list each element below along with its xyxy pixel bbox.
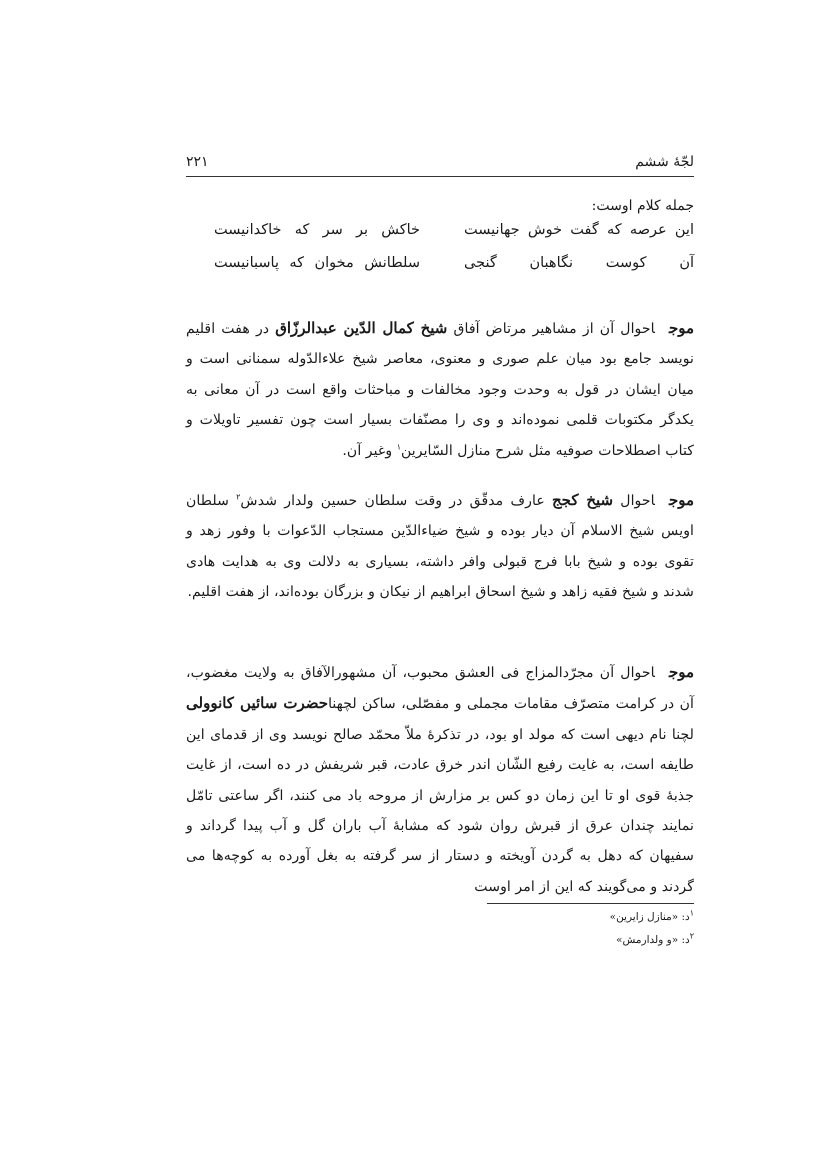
mawj-marker: موج bbox=[668, 491, 694, 509]
paragraph-text: در هفت اقلیم نویسد جامع بود میان علم صوری و معنوی، معاصر شیخ علاءالدّوله سمنانی است و میان ایشان در قول به وحدت وجود مخالفات و مباحثات واقع است در آن معانی به یکدگر مکتوبات قلمی نموده‌اند و وی را مصنّفات بسیار است چون تفسیر تاویلات و کتاب اصطلاحات صوفیه مثل شرح منازل السّایرین bbox=[186, 321, 694, 459]
footnote-2 bbox=[616, 931, 694, 946]
footnote-1 bbox=[609, 908, 694, 923]
verse-hemistich-first: این عرصه که گفت خوش جهانیست bbox=[464, 222, 694, 238]
verse-hemistich-second: خاکش بر سر که خاکدانیست bbox=[214, 222, 420, 238]
paragraph-text: احوال bbox=[613, 493, 655, 509]
verse-intro: جمله کلام اوست: bbox=[591, 198, 694, 214]
footnote-reference[interactable]: ۱ bbox=[396, 441, 401, 451]
header-rule bbox=[186, 176, 694, 177]
footnote-text: د: «منازل زایرین» bbox=[609, 911, 690, 923]
mawj-marker: موج bbox=[668, 319, 694, 337]
footnote-text: د: «و ولدارمش» bbox=[616, 934, 690, 946]
paragraph-text: عارف مدقّق در وقت سلطان حسین ولدار شدش bbox=[240, 493, 552, 509]
chapter-title: لجّهٔ ششم bbox=[635, 154, 694, 170]
footnote-mark: ۱ bbox=[689, 908, 694, 918]
paragraph-3 bbox=[186, 657, 694, 902]
verse-line bbox=[214, 255, 694, 277]
verse-hemistich-second: سلطانش مخوان که پاسبانیست bbox=[214, 255, 420, 271]
running-header bbox=[186, 150, 694, 176]
footnote-rule bbox=[487, 903, 694, 904]
paragraph-text: وغیر آن. bbox=[342, 442, 397, 459]
verse-line bbox=[214, 222, 694, 244]
footnote-mark: ۲ bbox=[689, 931, 694, 941]
paragraph-1 bbox=[186, 313, 694, 466]
paragraph-text: احوال آن مجرّدالمزاج فی العشق محبوب، آن مشهورالآفاق به ولایت مغضوب، آن در کرامت متصرّف مقامات مجملی و مفصّلی، ساکن لچهنا bbox=[186, 665, 694, 713]
paragraph-text: احوال آن از مشاهیر مرتاض آفاق bbox=[447, 321, 655, 337]
footnote-reference[interactable]: ۲ bbox=[236, 492, 241, 502]
person-name: شیخ کمال الدّین عبدالرزّاق bbox=[275, 319, 448, 337]
mawj-marker: موج bbox=[668, 663, 694, 681]
page-number: ۲۲۱ bbox=[186, 154, 209, 170]
paragraph-text: لچنا نام دیهی است که مولد او بود، در تذکرهٔ ملاّ محمّد صالح نویسد وی از قدمای این طایفه است، به غایت رفیع الشّان اندر خرق عادت، قبر شریفش در ده است، از غایت جذبهٔ قوی او تا این زمان دو کس بر مزارش از مروحه باد می کنند، اگر ساعتی تامّل نمایند چندان عرق از قبرش روان شود که مشابهٔ آب باران گل و آب پیدا گرداند و سفیهان که دهل به گردن آویخته و دستار از سر گرفته به بغل آورده به کوچه‌ها می گردند و می‌گویند که این از امر اوست bbox=[186, 726, 694, 895]
paragraph-2 bbox=[186, 485, 694, 608]
paragraph-text: سلطان اویس شیخ الاسلام آن دیار بوده و شیخ ضیاءالدّین مستجاب الدّعوات با وفور زهد و تقوی بوده و شیخ بابا فرج قبولی وافر داشته، بسیاری به دلالت وی به هدایت هادی شدند و شیخ فقیه زاهد و شیخ اسحاق ابراهیم از نیکان و بزرگان بوده‌اند، از هفت اقلیم. bbox=[186, 493, 694, 601]
person-name: حضرت سائیں کانوولی bbox=[186, 694, 329, 713]
person-name: شیخ کجج bbox=[551, 491, 614, 509]
book-page bbox=[186, 0, 694, 1169]
verse-hemistich-first: آن کوست نگاهبان گنجی bbox=[464, 255, 694, 271]
